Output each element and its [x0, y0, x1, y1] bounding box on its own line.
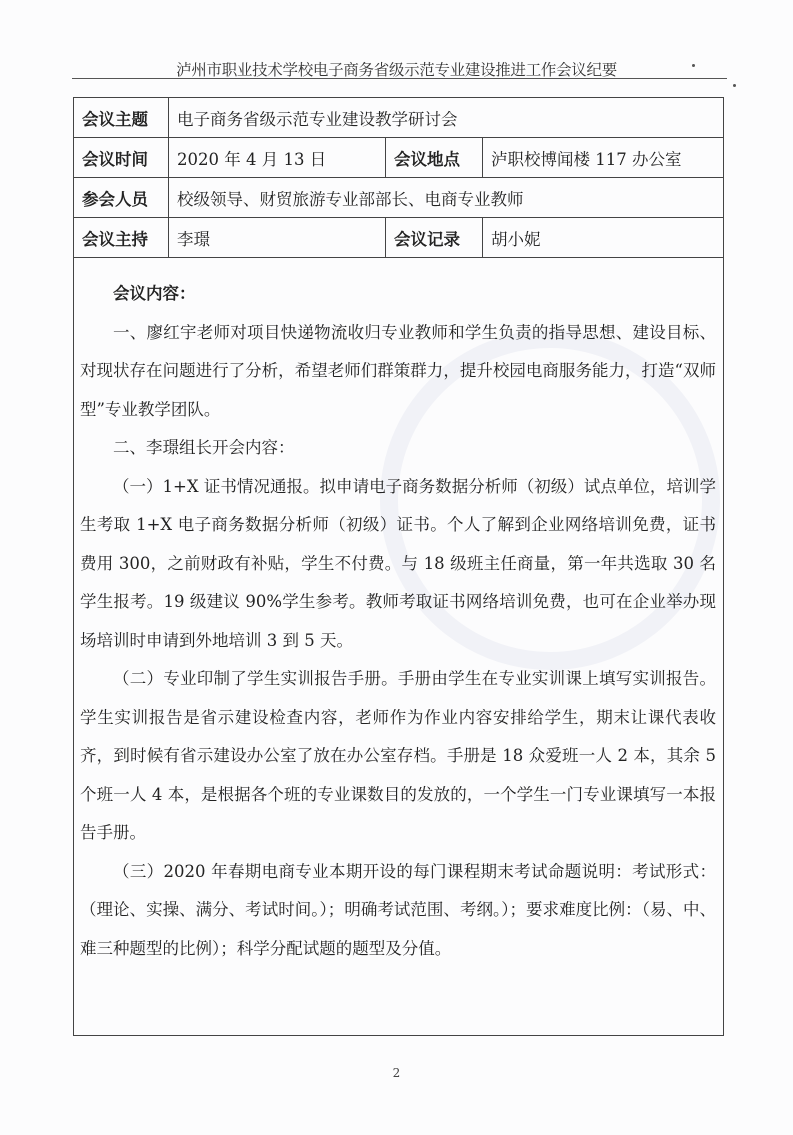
- table-row: [74, 178, 724, 218]
- header-rule: [72, 78, 727, 79]
- meeting-content: [80, 275, 716, 968]
- scan-speck: [692, 64, 695, 67]
- document-header: 泸州市职业技术学校电子商务省级示范专业建设推进工作会议纪要: [176, 61, 617, 79]
- recorder-value: 胡小妮: [483, 218, 724, 258]
- host-value: 李璟: [169, 218, 386, 258]
- paragraph: （一）1+X 证书情况通报。拟申请电子商务数据分析师（初级）试点单位，培训学生考取 1+X 电子商务数据分析师（初级）证书。个人了解到企业网络培训免费，证书费用 300，之前财政有补贴，学生不付费。与 18 级班主任商量，第一年共选取 30 名学生报考。19 级建议 90%学生参考。教师考取证书网络培训免费，也可在企业举办现场培训时申请到外地培训 3 到 5 天。: [80, 476, 716, 650]
- recorder-label: 会议记录: [386, 218, 483, 258]
- content-title: 会议内容：: [113, 284, 196, 303]
- paragraph: （三）2020 年春期电商专业本期开设的每门课程期末考试命题说明：考试形式：（理论、实操、满分、考试时间。）；明确考试范围、考纲。）；要求难度比例：（易、中、难三种题型的比例）；科学分配试题的题型及分值。: [80, 861, 716, 958]
- table-row: [74, 98, 724, 138]
- paragraph: 一、廖红宇老师对项目快递物流收归专业教师和学生负责的指导思想、建设目标、对现状存在问题进行了分析，希望老师们群策群力，提升校园电商服务能力，打造“双师型”专业教学团队。: [80, 322, 716, 419]
- paragraph: （二）专业印制了学生实训报告手册。手册由学生在专业实训课上填写实训报告。学生实训报告是省示建设检查内容，老师作为作业内容安排给学生，期末让课代表收齐，到时候有省示建设办公室了放在办公室存档。手册是 18 众爱班一人 2 本，其余 5 个班一人 4 本，是根据各个班的专业课数目的发放的，一个学生一门专业课填写一本报告手册。: [80, 669, 716, 842]
- attendees-label: 参会人员: [74, 178, 169, 218]
- time-label: 会议时间: [74, 138, 169, 178]
- table-row: [74, 138, 724, 178]
- meeting-info-table: [73, 97, 724, 258]
- table-row: [74, 218, 724, 258]
- page-number: 2: [392, 1066, 401, 1080]
- topic-value: 电子商务省级示范专业建设教学研讨会: [169, 98, 724, 138]
- scan-speck: [733, 84, 736, 87]
- place-label: 会议地点: [386, 138, 483, 178]
- host-label: 会议主持: [74, 218, 169, 258]
- attendees-value: 校级领导、财贸旅游专业部部长、电商专业教师: [169, 178, 724, 218]
- place-value: 泸职校博闻楼 117 办公室: [483, 138, 724, 178]
- paragraph: 二、李璟组长开会内容：: [113, 438, 295, 457]
- time-value: 2020 年 4 月 13 日: [169, 138, 386, 178]
- topic-label: 会议主题: [74, 98, 169, 138]
